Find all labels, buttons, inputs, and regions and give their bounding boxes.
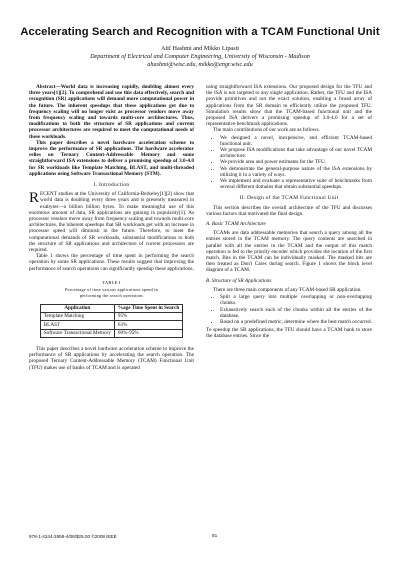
section-1-heading: I. Introduction [93,182,130,189]
footer-isbn: 978-1-4244-2658-4/08/$25.00 ©2008 IEEE [29,534,117,539]
list-item: • Based on a predefined metric, determine where the best match occurred. [220,319,372,325]
abstract-paragraph-1: Abstract—World data is increasing rapidly, doubling almost every three years[1][2]. To comprehend and use this data effectively, search and recognition (SR) applications will demand more computational power in the future. The inherent speedups that these applications get due to frequency scaling will no longer exist as processor vendors move away from frequency scaling and towards multi-core architectures. Thus, modifications to both the structure of SR applications and current processor architectures are required to meet the computational needs of these workloads. [29,84,194,140]
list-item: • We demonstrate the general-purpose nature of the ISA extensions by utilizing it in a variety of ways. [220,166,372,178]
table-subcaption-line-2: performing the search operations [79,293,144,299]
table-cell: 63% [114,321,182,329]
right-paragraph-1: using straightforward ISA extensions. Our proposed design for the TFU and the ISA is not targeted to any single application. Rather, the TFU and the ISA provide primitives and not the exact solution, enabling a broad array of applications from the SR domain to efficiently utilize the proposed TFU. Simulation results show that the TCAM-based functional unit and the proposed ISA delivers a promising speedup of 3.0-4.0 for a set of representative benchmark applications. [206,84,372,128]
table-row [40,312,183,320]
table-cell: 60%-95% [114,329,182,337]
subsection-a-heading: A. Basic TCAM Architecture [206,221,266,228]
table-header-cell: %age Time Spent in Search [114,304,182,312]
list-item: • We propose ISA modifications that take advantage of our novel TCAM architecture. [220,147,372,159]
right-paragraph-2: The main contributions of our work are as follows. [213,127,320,134]
paper-affiliation: Department of Electrical and Computer Engineering, University of Wisconsin - Madison [90,53,310,60]
table-cell: BLAST [40,321,114,329]
table-subcaption [29,287,194,299]
search-time-table [40,304,184,339]
contributions-list [206,135,372,191]
intro-paragraph-2: Table 1 shows the percentage of time spent in performing the search operation by some SR applications. These results suggest that improving the performance of search operations can significantly speedup these applications. [29,253,194,272]
table-header-cell: Application [40,304,114,312]
intro-paragraph-1-text: ECENT studies at the University of California-Berkeley[1][2] show that world data is doubling every three years and is presently measured in exabytes—a billion billion bytes. To make meaningful use of this enormous amount of data, SR applications are gaining in popularity[1]. As processor vendors move away from frequency scaling and towards multi-core architectures, the inherent speedups that SR workloads get with an increase in processor speed will diminish in the future. Therefore, to meet the computational demands of SR workloads, substantial modifications to both the structure of SR applications and architecture of current processors are required. [29,191,194,254]
intro-paragraph-3: This paper describes a novel hardware acceleration scheme to improve the performance of SR applications by accelerating the search operation. The proposed Ternary Content-Addressable Memory (TCAM) Functional Unit (TFU) makes use of banks of TCAM and is operated [29,346,194,371]
components-list [206,294,372,325]
table-cell: Software Transactional Memory [40,329,114,337]
paper-title: Accelerating Search and Recognition with a TCAM Functional Unit [20,26,380,38]
table-cell: Template Matching [40,312,114,320]
table-row [40,321,183,329]
left-column [29,84,194,371]
intro-paragraph-1 [29,191,194,253]
paper-email: ahashmi@wisc.edu, mikko@engr.wisc.edu [147,61,253,68]
right-column [206,84,372,340]
list-item: • Split a large query into multiple overlapping or non-overlapping chunks. [220,294,372,306]
list-item: • Exhaustively search each of the chunks within all the entries of the database. [220,307,372,319]
subsection-b-paragraph-2: To speedup the SR applications, the TFU should have a TCAM bank to store the database entries. Since the [206,327,372,340]
subsection-a-paragraph: TCAMs are data addressable memories that search a query among all the entries stored in the TCAM memory. The query contents are searched in parallel with all the entries in the TCAM and the output of this match operation is fed to the priority encoder which provides the location of the first match. Bits in the TCAM can be individually masked. The masked bits are then treated as Don't Cares during search. Figure 1 shows the block level diagram of a TCAM. [206,230,372,274]
table-cell: 95% [114,312,182,320]
section-2-paragraph: This section describes the overall architecture of the TFU and discusses various factors that motivated the final design. [206,204,372,217]
table-caption: TABLE I [102,279,121,285]
table-subcaption-line-1: Percentage of time various applications spend in [65,287,158,293]
page-number: 81 [212,534,218,539]
subsection-b-heading: B. Structure of SR Applications [206,277,272,284]
paper-authors: Atif Hashmi and Mikko Lipasti [160,45,240,52]
subsection-b-paragraph-1: There are three main components of any TCAM-based SR application. [213,286,362,293]
table-row [40,329,183,337]
list-item: • We implement and evaluate a representative suite of benchmarks from several different domains that obtain substantial speedups. [220,178,372,190]
abstract-paragraph-2: This paper describes a novel hardware acceleration scheme to improve the performance of SR applications. The hardware accelerator relies on Ternary Content-Addressable Memory and some straightforward ISA extensions to deliver a promising speedup of 3.0-4.0 for SR workloads like Template Matching, BLAST, and multi-threaded applications using Software Transactional Memory (STM). [29,139,194,177]
list-item: • We designed a novel, inexpensive, and efficient TCAM-based functional unit. [220,135,372,147]
list-item: • We provide area and power estimates for the TFU. [220,159,372,165]
table-header-row [40,304,183,312]
drop-cap: R [29,190,40,207]
section-2-heading: II. Design of the TCAM Functional Unit [239,195,339,202]
